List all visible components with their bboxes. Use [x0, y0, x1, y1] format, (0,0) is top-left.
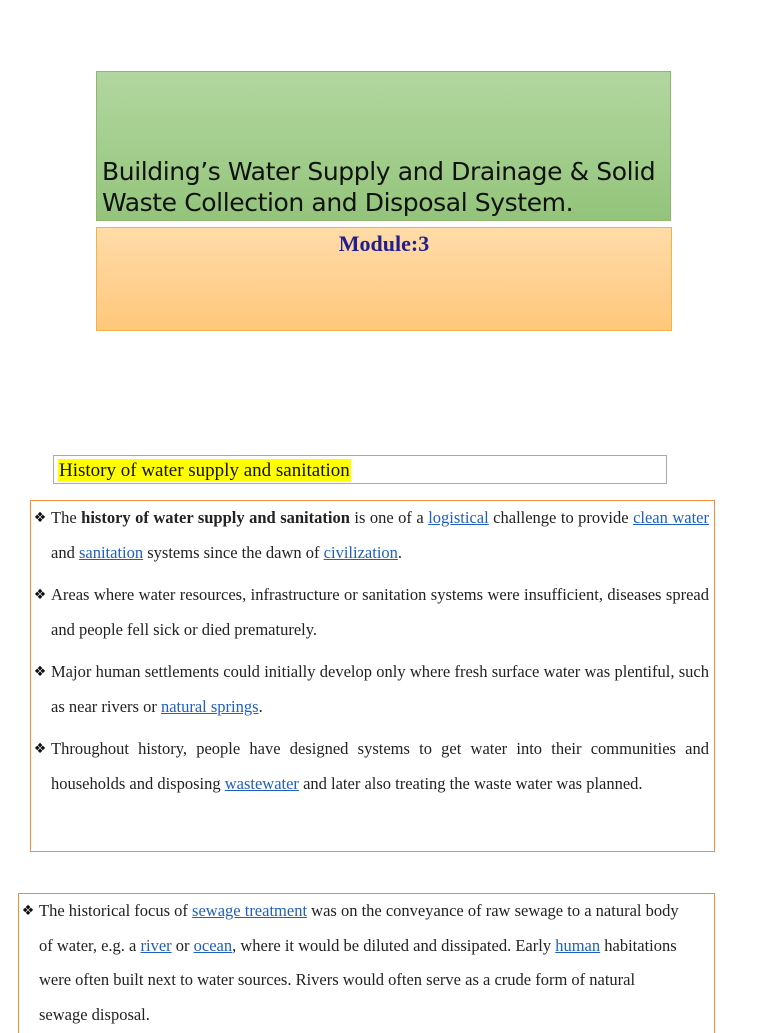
bullet-text: .	[397, 542, 403, 562]
bullet-text: Throughout history, people have designed systems to get water into their communities and households and disposing	[51, 739, 709, 793]
bullet-text: and	[51, 542, 79, 562]
bullet-item-settlements	[33, 655, 709, 724]
link-logistical[interactable]: logistical	[428, 508, 489, 527]
diamond-bullet-icon: ❖	[21, 903, 35, 919]
bullet-text: The historical focus of	[39, 901, 193, 920]
bullet-text: Major human settlements could initially develop only where fresh surface water was plentiful, such as near rivers or	[51, 662, 709, 716]
bullet-text: systems since the dawn of	[143, 542, 324, 562]
section-heading-box	[53, 455, 667, 484]
diamond-bullet-icon: ❖	[33, 587, 47, 603]
link-wastewater[interactable]: wastewater	[224, 773, 299, 793]
document-title	[102, 156, 655, 218]
bullet-text: is one of a	[349, 508, 429, 527]
link-river[interactable]: river	[140, 935, 172, 955]
link-ocean[interactable]: ocean	[193, 935, 233, 955]
sewage-bullet-list	[19, 894, 714, 1032]
bullet-text: , where it would be diluted and dissipated. Early	[232, 935, 556, 955]
bullet-item-areas	[33, 578, 709, 647]
module-box	[96, 227, 672, 331]
bullet-text: was on the conveyance of raw sewage to a natural body of water, e.g. a	[39, 901, 679, 955]
document-title-line-2: Waste Collection and Disposal System.	[102, 188, 574, 217]
bullet-text: and later also treating the waste water was planned.	[298, 773, 643, 793]
link-civilization[interactable]: civilization	[323, 542, 398, 562]
link-sewage-treatment[interactable]: sewage treatment	[192, 901, 308, 920]
bullet-text: or	[171, 935, 194, 955]
bullet-item-history	[33, 501, 709, 570]
bullet-text: .	[258, 696, 263, 716]
title-box	[96, 71, 671, 221]
link-natural-springs[interactable]: natural springs	[160, 696, 259, 716]
link-clean-water[interactable]: clean water	[633, 508, 709, 527]
bullet-item-throughout-history	[33, 732, 709, 801]
diamond-bullet-icon: ❖	[33, 741, 47, 757]
diamond-bullet-icon: ❖	[33, 510, 47, 526]
sewage-bullets-box	[18, 893, 715, 1033]
bullet-text: The	[51, 508, 82, 527]
link-sanitation[interactable]: sanitation	[78, 542, 144, 562]
document-title-line-1: Building’s Water Supply and Drainage & Solid	[102, 157, 656, 186]
history-bullets-box	[30, 500, 715, 852]
bullet-item-sewage-treatment	[21, 894, 682, 1032]
bullet-text: challenge to provide	[488, 508, 634, 527]
bullet-text: habitations were often built next to water sources. Rivers would often serve as a crude form of natural sewage disposal.	[39, 935, 677, 1024]
section-heading: History of water supply and sanitation	[59, 460, 350, 481]
history-bullet-list	[31, 501, 714, 801]
diamond-bullet-icon: ❖	[33, 664, 47, 680]
link-human[interactable]: human	[555, 935, 601, 955]
bold-term: history of water supply and sanitation	[81, 508, 350, 527]
bullet-text: Areas where water resources, infrastructure or sanitation systems were insufficient, diseases spread and people fell sick or died prematurely.	[51, 585, 709, 639]
module-label: Module:3	[338, 231, 430, 256]
